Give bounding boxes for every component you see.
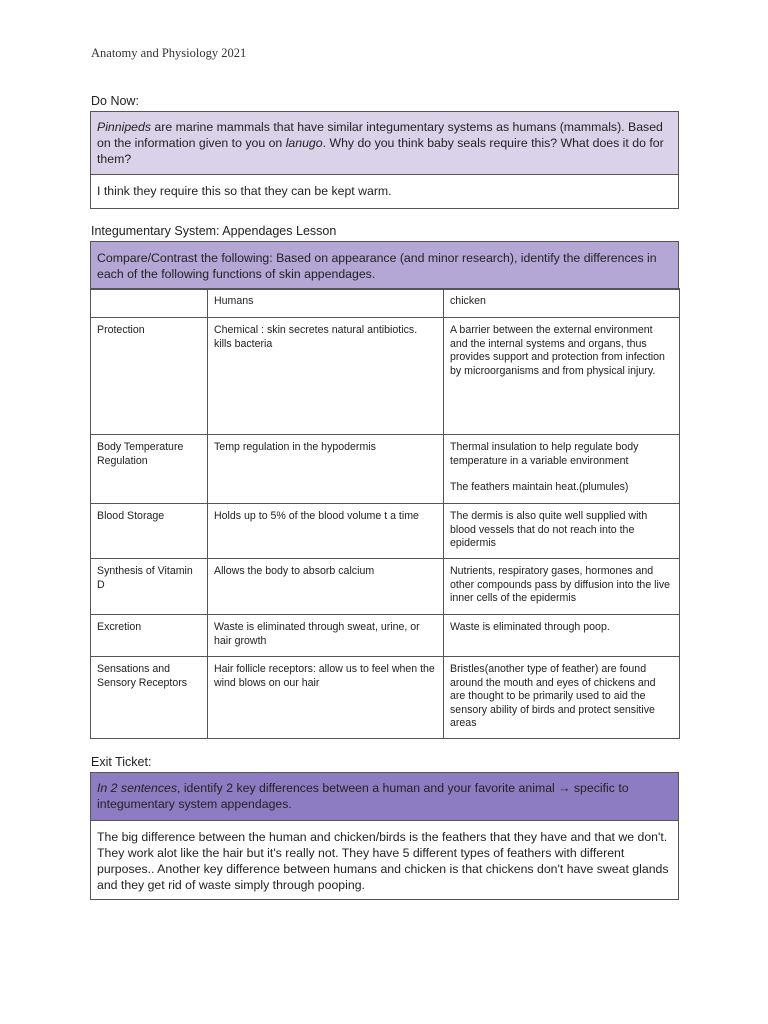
exit-ticket-prompt-text: , identify 2 key differences between a human and your favorite animal → specific to integumentary system appendages. (97, 781, 629, 811)
row-humans[interactable]: Allows the body to absorb calcium (208, 559, 444, 615)
exit-ticket-prompt (91, 773, 679, 821)
do-now-answer[interactable]: I think they require this so that they can be kept warm. (91, 175, 679, 209)
pinnipeds-term: Pinnipeds (97, 120, 152, 134)
row-chicken-text: Nutrients, respiratory gases, hormones and other compounds pass by diffusion into the live inner cells of the epidermis (450, 565, 671, 604)
table-row (91, 657, 680, 739)
table-row (91, 435, 680, 504)
lesson-prompt (91, 242, 679, 290)
do-now-prompt-text-2: . Why do you think baby seals require this? What does it do for them? (97, 136, 664, 166)
header-chicken: chicken (444, 289, 680, 318)
row-chicken[interactable] (444, 657, 680, 739)
lesson-heading: Integumentary System: Appendages Lesson (91, 224, 337, 238)
row-function: Blood Storage (91, 504, 208, 559)
row-function: Protection (91, 318, 208, 435)
row-function: Synthesis of Vitamin D (91, 559, 208, 615)
row-humans[interactable]: Waste is eliminated through sweat, urine, or hair growth (208, 615, 444, 657)
header-function (91, 289, 208, 318)
row-chicken-text: Thermal insulation to help regulate body temperature in a variable environment (450, 441, 639, 467)
row-chicken[interactable] (444, 615, 680, 657)
row-chicken-text: A barrier between the external environment and the internal systems and organs, thus provides support and protection from infection by microorganisms and from physical injury. (450, 324, 665, 377)
row-humans[interactable]: Holds up to 5% of the blood volume t a time (208, 504, 444, 559)
exit-ticket-heading: Exit Ticket: (91, 755, 152, 769)
lanugo-term: lanugo (285, 136, 323, 150)
row-chicken[interactable] (444, 318, 680, 435)
lesson-prompt-text: Based on appearance (and minor research), identify the differences in each of the following functions of skin appendages. (97, 251, 657, 281)
do-now-prompt-text-1: are marine mammals that have similar integumentary systems as humans (mammals). Based on the information given to you on (97, 120, 663, 150)
row-humans[interactable]: Chemical : skin secretes natural antibiotics. kills bacteria (208, 318, 444, 435)
document-title: Anatomy and Physiology 2021 (91, 46, 247, 60)
row-function: Sensations and Sensory Receptors (91, 657, 208, 739)
row-function: Excretion (91, 615, 208, 657)
row-humans[interactable]: Temp regulation in the hypodermis (208, 435, 444, 504)
header-humans: Humans (208, 289, 444, 318)
exit-ticket-box (90, 772, 679, 900)
row-humans[interactable]: Hair follicle receptors: allow us to feel when the wind blows on our hair (208, 657, 444, 739)
exit-ticket-answer[interactable]: The big difference between the human and chicken/birds is the feathers that they have and that we don't. They work alot like the hair but it's really not. They have 5 different types of feathers with different purposes.. Another key difference between humans and chicken is that chickens don't have sweat glands and they get rid of waste simply through pooping. (91, 821, 679, 900)
row-chicken[interactable] (444, 559, 680, 615)
row-function: Body Temperature Regulation (91, 435, 208, 504)
row-chicken-text: Bristles(another type of feather) are found around the mouth and eyes of chickens and are thought to be primarily used to aid the sensory ability of birds and protect sensitive areas (450, 663, 656, 729)
do-now-heading: Do Now: (91, 94, 139, 108)
in-two-sentences-term: In 2 sentences (97, 781, 177, 795)
do-now-box (90, 111, 679, 209)
appendages-table (90, 288, 680, 739)
compare-contrast-label: Compare/Contrast the following: (97, 251, 273, 265)
do-now-prompt (91, 112, 679, 175)
lesson-prompt-box (90, 241, 679, 290)
row-chicken-text: The feathers maintain heat.(plumules) (450, 481, 629, 493)
table-header-row (91, 289, 680, 318)
table-row (91, 559, 680, 615)
row-chicken[interactable] (444, 504, 680, 559)
table-row (91, 615, 680, 657)
table-row (91, 504, 680, 559)
table-row (91, 318, 680, 435)
row-chicken[interactable] (444, 435, 680, 504)
row-chicken-text: Waste is eliminated through poop. (450, 621, 610, 633)
row-chicken-text: The dermis is also quite well supplied with blood vessels that do not reach into the epidermis (450, 510, 648, 549)
